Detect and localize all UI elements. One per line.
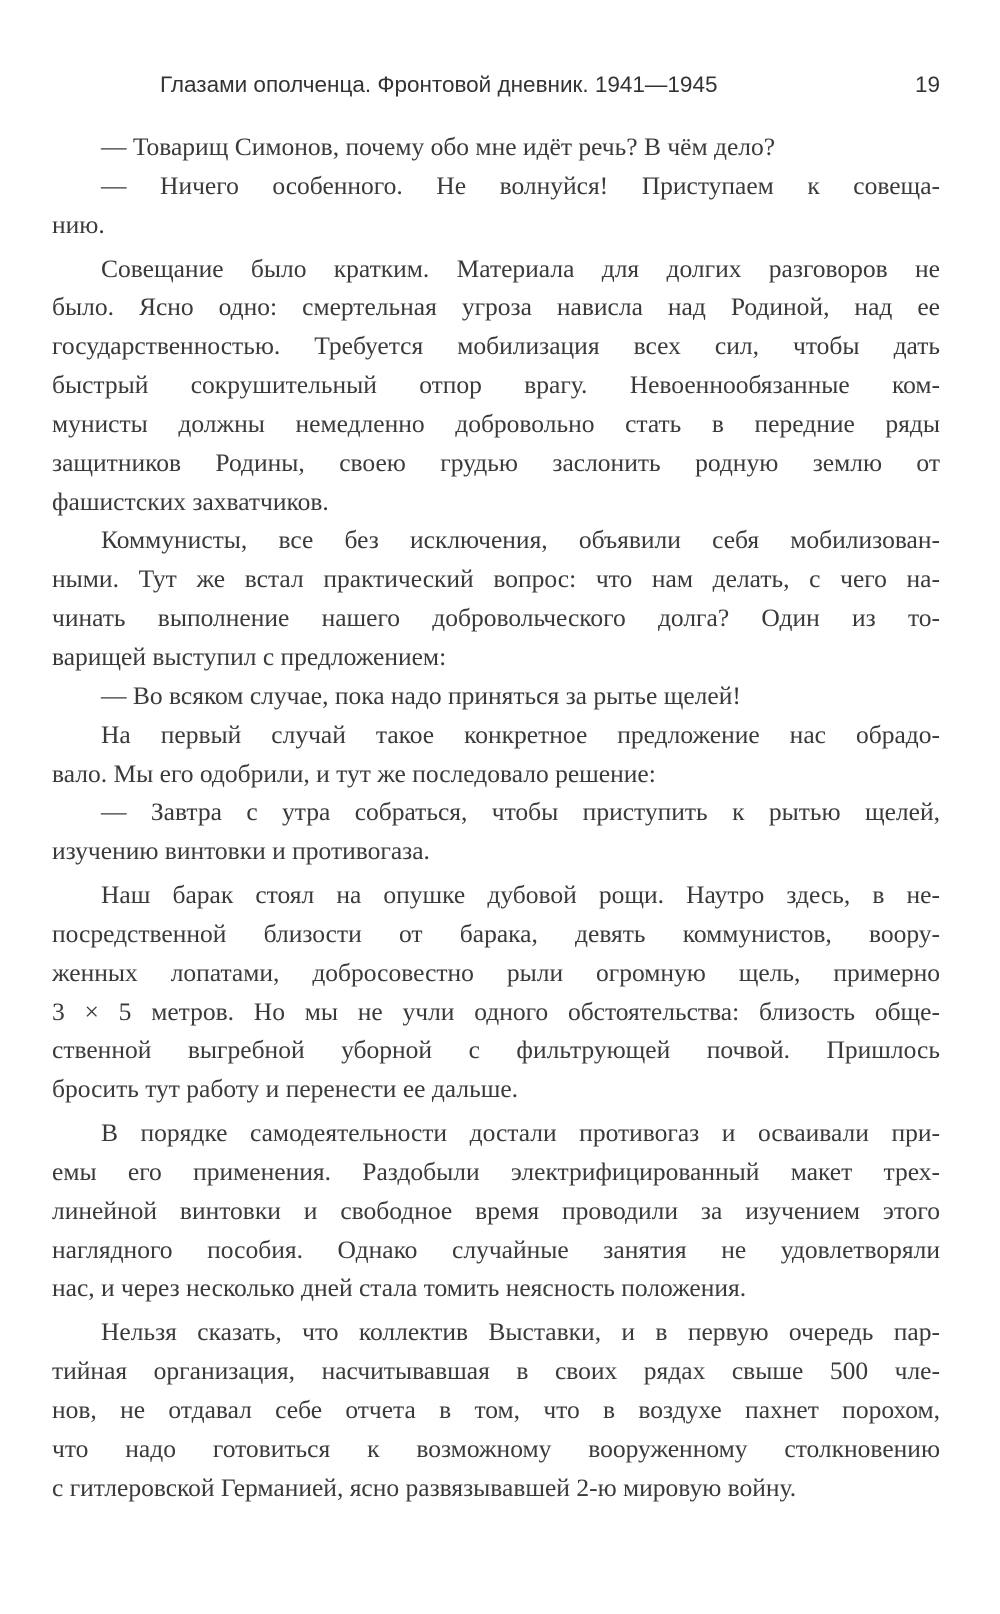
text-line: — Товарищ Симонов, почему обо мне идёт речь? В чём дело?	[101, 132, 776, 161]
running-title: Глазами ополченца. Фронтовой дневник. 1941—1945	[160, 72, 718, 97]
text-line: было. Ясно одно: смертельная угроза нависла над Родиной, над ее	[52, 292, 940, 322]
paragraph	[52, 876, 940, 1109]
text-line: — Во всяком случае, пока надо приняться за рытье щелей!	[101, 680, 741, 710]
text-line: нию.	[52, 209, 105, 239]
text-line: наглядного пособия. Однако случайные занятия не удовлетворяли	[52, 1234, 940, 1264]
paragraph	[52, 1114, 940, 1308]
text-line: Нельзя сказать, что коллектив Выставки, и в первую очередь пар-	[101, 1317, 940, 1347]
text-line: ными. Тут же встал практический вопрос: что нам делать, с чего на-	[52, 564, 940, 594]
text-line: варищей выступил с предложением:	[52, 641, 447, 671]
text-line: мунисты должны немедленно добровольно стать в передние ряды	[52, 408, 940, 438]
paragraph	[52, 793, 940, 871]
text-line: с гитлеровской Германией, ясно развязывавшей 2-ю мировую войну.	[52, 1472, 797, 1502]
paragraph	[52, 716, 940, 794]
text-line: емы его применения. Раздобыли электрифицированный макет трех-	[52, 1156, 940, 1186]
text-line: государственностью. Требуется мобилизация всех сил, чтобы дать	[52, 331, 940, 361]
text-line: тийная организация, насчитывавшая в своих рядах свыше 500 чле-	[52, 1356, 940, 1386]
paragraph	[52, 677, 940, 716]
paragraph	[52, 521, 940, 676]
text-line: 3 × 5 метров. Но мы не учли одного обстоятельства: близость обще-	[52, 996, 940, 1026]
running-head	[52, 72, 940, 108]
text-line: быстрый сокрушительный отпор врагу. Невоеннообязанные ком-	[52, 370, 940, 400]
paragraph	[52, 128, 940, 167]
text-line: что надо готовиться к возможному вооруженному столкновению	[52, 1433, 940, 1463]
text-line: На первый случай такое конкретное предложение нас обрадо-	[101, 719, 940, 749]
text-line: — Завтра с утра собраться, чтобы приступить к рытью щелей,	[101, 797, 940, 827]
paragraph	[52, 1313, 940, 1507]
text-line: защитников Родины, своею грудью заслонить родную землю от	[52, 447, 940, 477]
text-line: нас, и через несколько дней стала томить неясность положения.	[52, 1273, 747, 1303]
text-line: нов, не отдавал себе отчета в том, что в воздухе пахнет порохом,	[52, 1395, 940, 1424]
page-number: 19	[914, 72, 940, 97]
text-line: Коммунисты, все без исключения, объявили себя мобилизован-	[101, 525, 940, 555]
text-line: В порядке самодеятельности достали противогаз и осваивали при-	[101, 1118, 940, 1148]
text-line: чинать выполнение нашего добровольческого долга? Один из то-	[52, 603, 940, 633]
body-text	[52, 128, 940, 1508]
paragraph	[52, 167, 940, 245]
text-line: Совещание было кратким. Материала для долгих разговоров не	[101, 253, 940, 283]
text-line: Наш барак стоял на опушке дубовой рощи. Наутро здесь, в не-	[101, 880, 940, 910]
text-line: ственной выгребной уборной с фильтрующей почвой. Пришлось	[52, 1035, 940, 1065]
text-line: посредственной близости от барака, девять коммунистов, воору-	[52, 918, 940, 948]
text-line: женных лопатами, добросовестно рыли огромную щель, примерно	[52, 957, 940, 987]
text-line: вало. Мы его одобрили, и тут же последовало решение:	[52, 758, 656, 788]
paragraph	[52, 250, 940, 522]
text-line: фашистских захватчиков.	[52, 486, 329, 516]
text-line: — Ничего особенного. Не волнуйся! Приступаем к совеща-	[101, 170, 940, 200]
text-line: линейной винтовки и свободное время проводили за изучением этого	[52, 1195, 940, 1225]
text-line: изучению винтовки и противогаза.	[52, 836, 430, 866]
text-line: бросить тут работу и перенести ее дальше.	[52, 1074, 519, 1104]
